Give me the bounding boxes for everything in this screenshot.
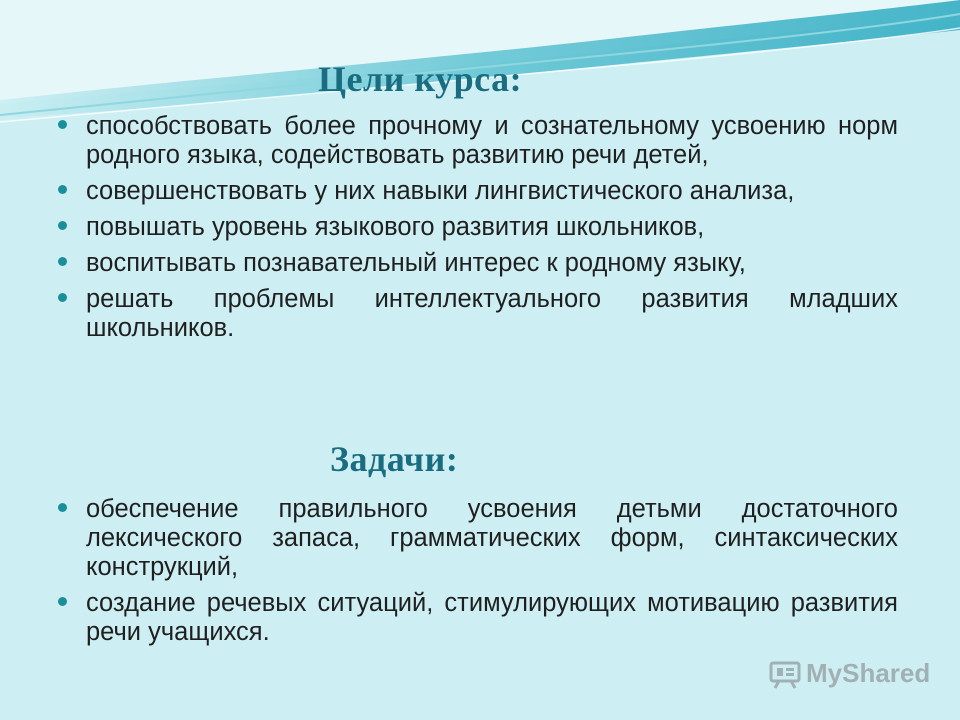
goals-list [52,112,898,350]
goal-item: способствовать более прочному и сознательному усвоению норм родного языка, содействовать развитию речи детей, [52,112,898,170]
goal-item: совершенствовать у них навыки лингвистического анализа, [52,177,898,206]
bullet-icon [58,257,67,266]
bullet-icon [58,221,67,230]
bullet-icon [58,120,67,129]
bullet-icon [58,597,67,606]
task-item: создание речевых ситуаций, стимулирующих мотивацию развития речи учащихся. [52,589,898,647]
bullet-icon [58,503,67,512]
goals-heading: Цели курса: [318,59,523,99]
projector-icon [768,659,802,689]
goal-item: воспитывать познавательный интерес к родному языку, [52,249,898,278]
myshared-watermark [768,658,930,689]
goal-item: решать проблемы интеллектуального развития младших школьников. [52,285,898,343]
tasks-list [52,495,898,654]
goal-item: повышать уровень языкового развития школьников, [52,213,898,242]
watermark-text: MyShared [806,658,931,688]
tasks-heading: Задачи: [330,439,459,479]
bullet-icon [58,185,67,194]
task-item: обеспечение правильного усвоения детьми достаточного лексического запаса, грамматических форм, синтаксических конструкций, [52,495,898,582]
bullet-icon [58,293,67,302]
